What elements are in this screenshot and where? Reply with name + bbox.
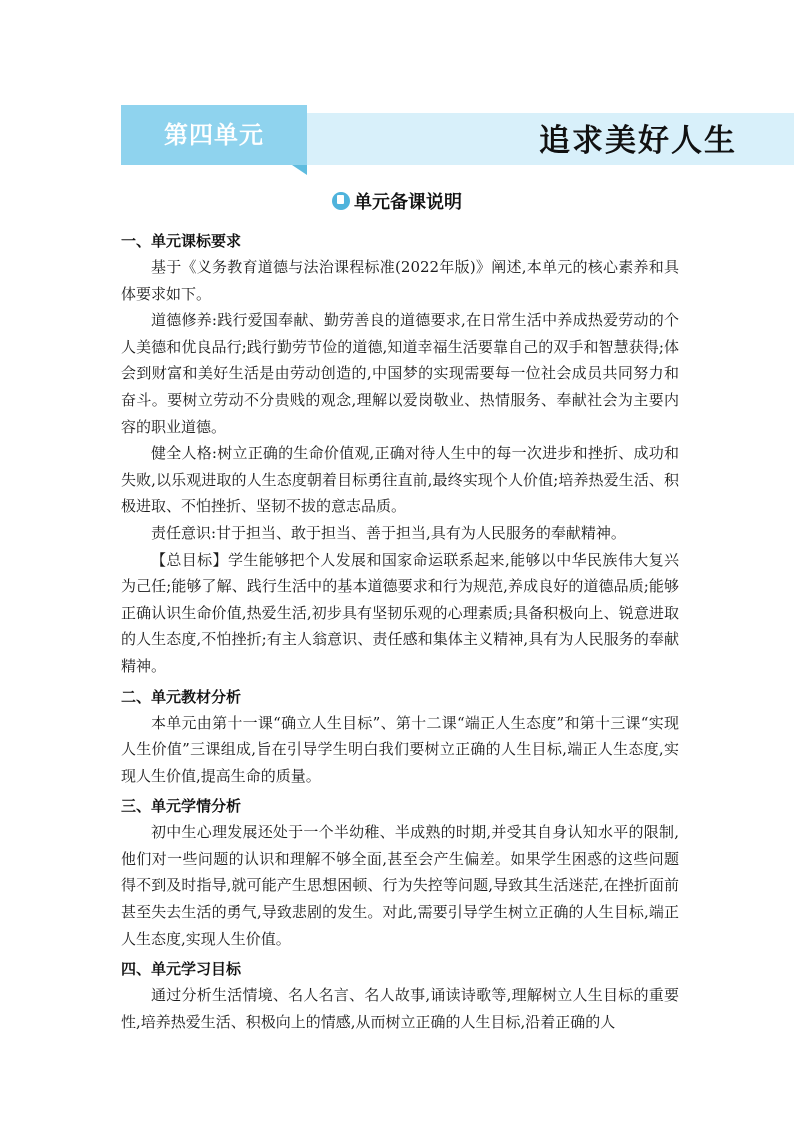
document-body <box>121 224 679 1035</box>
heading-curriculum: 一、单元课标要求 <box>121 232 242 250</box>
unit-title: 追求美好人生 <box>539 123 737 159</box>
section-title: 单元备课说明 <box>354 192 462 213</box>
paragraph: 健全人格:树立正确的生命价值观,正确对待人生中的每一次进步和挫折、成功和失败,以乐观进取的人生态度朝着目标勇往直前,最终实现个人价值;培养热爱生活、积极进取、不怕挫折、坚韧不拔的意志品质。 <box>121 444 679 516</box>
banner-fold-shape <box>292 165 307 175</box>
paragraph: 【总目标】学生能够把个人发展和国家命运联系起来,能够以中华民族伟大复兴为己任;能够了解、践行生活中的基本道德要求和行为规范,养成良好的道德品质;能够正确认识生命价值,热爱生活,初步具有坚韧乐观的心理素质;具备积极向上、锐意进取的人生态度,不怕挫折;有主人翁意识、责任感和集体主义精神,具有为人民服务的奉献精神。 <box>121 550 679 675</box>
section-header <box>0 186 794 216</box>
unit-label: 第四单元 <box>164 121 264 149</box>
paragraph: 初中生心理发展还处于一个半幼稚、半成熟的时期,并受其自身认知水平的限制,他们对一些问题的认识和理解不够全面,甚至会产生偏差。如果学生困惑的这些问题得不到及时指导,就可能产生思想困顿、行为失控等问题,导致其生活迷茫,在挫折面前甚至失去生活的勇气,导致悲剧的发生。对此,需要引导学生树立正确的人生目标,端正人生态度,实现人生价值。 <box>121 823 679 948</box>
paragraph: 道德修养:践行爱国奉献、勤劳善良的道德要求,在日常生活中养成热爱劳动的个人美德和优良品行;践行勤劳节俭的道德,知道幸福生活要靠自己的双手和智慧获得;体会到财富和美好生活是由劳动创造的,中国梦的实现需要每一位社会成员共同努力和奋斗。要树立劳动不分贵贱的观念,理解以爱岗敬业、热情服务、奉献社会为主要内容的职业道德。 <box>121 311 679 436</box>
paragraph: 本单元由第十一课“确立人生目标”、第十二课“端正人生态度”和第十三课“实现人生价值”三课组成,旨在引导学生明白我们要树立正确的人生目标,端正人生态度,实现人生价值,提高生命的质量。 <box>121 713 679 785</box>
heading-learning-goals: 四、单元学习目标 <box>121 960 242 979</box>
heading-textbook-analysis: 二、单元教材分析 <box>121 687 242 706</box>
paragraph: 责任意识:甘于担当、敢于担当、善于担当,具有为人民服务的奉献精神。 <box>151 523 626 542</box>
paragraph: 通过分析生活情境、名人名言、名人故事,诵读诗歌等,理解树立人生目标的重要性,培养热爱生活、积极向上的情感,从而树立正确的人生目标,沿着正确的人 <box>121 986 679 1031</box>
unit-banner <box>121 105 794 165</box>
heading-student-analysis: 三、单元学情分析 <box>121 797 242 816</box>
paragraph: 基于《义务教育道德与法治课程标准(2022年版)》阐述,本单元的核心素养和具体要求如下。 <box>121 258 679 303</box>
notebook-icon <box>332 192 350 210</box>
